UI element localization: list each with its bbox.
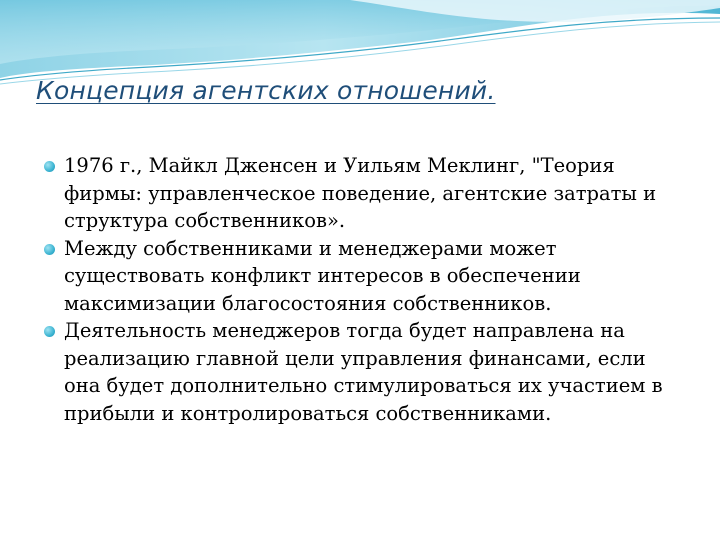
bullet-dot-icon xyxy=(44,161,55,172)
bullet-text: 1976 г., Майкл Дженсен и Уильям Меклинг, "Теория фирмы: управленческое поведение, агентские затраты и структура собственников». xyxy=(64,154,657,232)
bullet-item xyxy=(44,317,674,427)
slide-title: Концепция агентских отношений. xyxy=(36,76,496,105)
bullet-text: Между собственниками и менеджерами может существовать конфликт интересов в обеспечении максимизации благосостояния собственников. xyxy=(64,236,581,315)
bullet-dot-icon xyxy=(44,326,55,337)
bullet-text: Деятельность менеджеров тогда будет направлена на реализацию главной цели управления финансами, если она будет дополнительно стимулироваться их участием в прибыли и контролироваться собственниками. xyxy=(64,319,663,425)
bullet-list xyxy=(44,152,674,427)
bullet-item xyxy=(44,235,674,318)
bullet-item xyxy=(44,152,674,235)
bullet-dot-icon xyxy=(44,244,55,255)
